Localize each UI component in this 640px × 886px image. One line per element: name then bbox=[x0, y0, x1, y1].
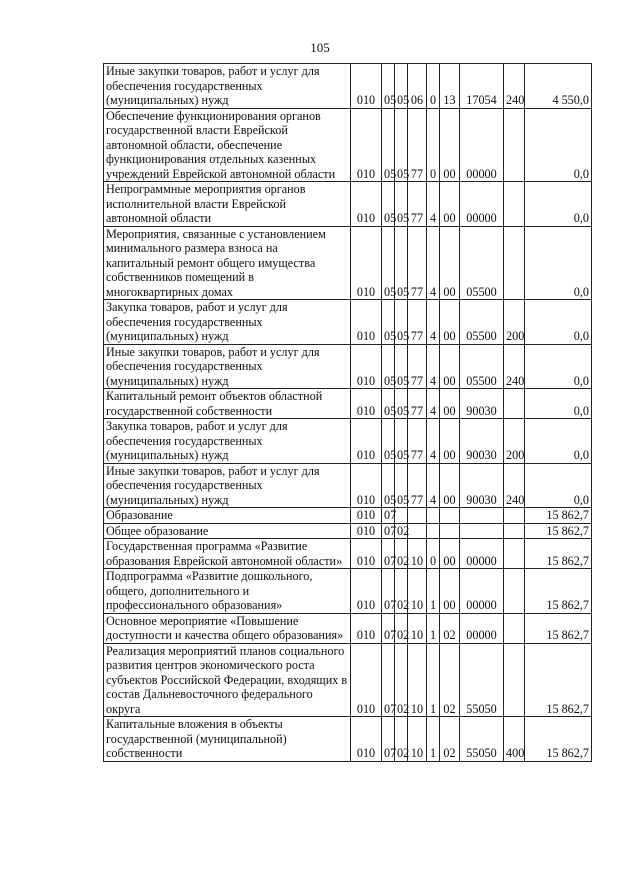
subsection-code-cell: 05 bbox=[395, 300, 408, 345]
section-code-cell: 07 bbox=[382, 508, 395, 524]
program-code-cell: 77 bbox=[408, 344, 427, 389]
admin-code-cell: 010 bbox=[351, 613, 382, 643]
expense-type-cell bbox=[504, 539, 525, 569]
admin-code-cell: 010 bbox=[351, 344, 382, 389]
table-row bbox=[104, 344, 592, 389]
expense-type-cell bbox=[504, 226, 525, 300]
table-row bbox=[104, 389, 592, 419]
row-name-cell: Непрограммные мероприятия органов исполнительной власти Еврейской автономной области bbox=[104, 182, 351, 227]
table-row bbox=[104, 463, 592, 508]
section-code-cell: 07 bbox=[382, 643, 395, 717]
subprogram-code-cell: 4 bbox=[427, 300, 440, 345]
measure-code-cell: 02 bbox=[440, 643, 460, 717]
table-row bbox=[104, 613, 592, 643]
admin-code-cell: 010 bbox=[351, 182, 382, 227]
section-code-cell: 07 bbox=[382, 613, 395, 643]
direction-code-cell: 00000 bbox=[460, 569, 504, 614]
table-row bbox=[104, 508, 592, 524]
amount-cell: 15 862,7 bbox=[525, 613, 592, 643]
measure-code-cell bbox=[440, 523, 460, 539]
amount-cell: 15 862,7 bbox=[525, 523, 592, 539]
table-row bbox=[104, 226, 592, 300]
measure-code-cell: 00 bbox=[440, 419, 460, 464]
admin-code-cell: 010 bbox=[351, 463, 382, 508]
admin-code-cell: 010 bbox=[351, 419, 382, 464]
table-row bbox=[104, 300, 592, 345]
subprogram-code-cell: 4 bbox=[427, 226, 440, 300]
subsection-code-cell: 05 bbox=[395, 463, 408, 508]
amount-cell: 15 862,7 bbox=[525, 539, 592, 569]
row-name-cell: Иные закупки товаров, работ и услуг для обеспечения государственных (муниципальных) нужд bbox=[104, 344, 351, 389]
subsection-code-cell: 05 bbox=[395, 389, 408, 419]
section-code-cell: 05 bbox=[382, 419, 395, 464]
admin-code-cell: 010 bbox=[351, 108, 382, 182]
expense-type-cell bbox=[504, 643, 525, 717]
direction-code-cell: 00000 bbox=[460, 108, 504, 182]
expense-type-cell bbox=[504, 613, 525, 643]
direction-code-cell: 00000 bbox=[460, 539, 504, 569]
direction-code-cell: 17054 bbox=[460, 64, 504, 109]
measure-code-cell: 00 bbox=[440, 226, 460, 300]
program-code-cell: 77 bbox=[408, 389, 427, 419]
row-name-cell: Мероприятия, связанные с установлением минимального размера взноса на капитальный ремонт общего имущества собственников помещений в многоквартирных домах bbox=[104, 226, 351, 300]
direction-code-cell bbox=[460, 508, 504, 524]
direction-code-cell: 55050 bbox=[460, 717, 504, 762]
measure-code-cell bbox=[440, 508, 460, 524]
amount-cell: 0,0 bbox=[525, 389, 592, 419]
table-row bbox=[104, 539, 592, 569]
measure-code-cell: 00 bbox=[440, 108, 460, 182]
program-code-cell: 77 bbox=[408, 226, 427, 300]
admin-code-cell: 010 bbox=[351, 539, 382, 569]
expense-type-cell bbox=[504, 182, 525, 227]
section-code-cell: 05 bbox=[382, 389, 395, 419]
table-row bbox=[104, 643, 592, 717]
table-row bbox=[104, 108, 592, 182]
subsection-code-cell: 02 bbox=[395, 569, 408, 614]
subprogram-code-cell bbox=[427, 508, 440, 524]
subsection-code-cell: 02 bbox=[395, 643, 408, 717]
subsection-code-cell: 05 bbox=[395, 182, 408, 227]
amount-cell: 0,0 bbox=[525, 182, 592, 227]
row-name-cell: Основное мероприятие «Повышение доступности и качества общего образования» bbox=[104, 613, 351, 643]
expense-type-cell: 200 bbox=[504, 419, 525, 464]
subprogram-code-cell: 0 bbox=[427, 539, 440, 569]
row-name-cell: Образование bbox=[104, 508, 351, 524]
table-row bbox=[104, 64, 592, 109]
expense-type-cell: 240 bbox=[504, 344, 525, 389]
section-code-cell: 05 bbox=[382, 344, 395, 389]
section-code-cell: 05 bbox=[382, 64, 395, 109]
subsection-code-cell: 02 bbox=[395, 717, 408, 762]
row-name-cell: Капитальные вложения в объекты государственной (муниципальной) собственности bbox=[104, 717, 351, 762]
measure-code-cell: 00 bbox=[440, 463, 460, 508]
expense-type-cell: 240 bbox=[504, 463, 525, 508]
subprogram-code-cell: 4 bbox=[427, 344, 440, 389]
direction-code-cell: 90030 bbox=[460, 419, 504, 464]
program-code-cell: 77 bbox=[408, 463, 427, 508]
section-code-cell: 07 bbox=[382, 569, 395, 614]
section-code-cell: 07 bbox=[382, 539, 395, 569]
row-name-cell: Иные закупки товаров, работ и услуг для обеспечения государственных (муниципальных) нужд bbox=[104, 463, 351, 508]
section-code-cell: 07 bbox=[382, 717, 395, 762]
table-row bbox=[104, 182, 592, 227]
subprogram-code-cell: 1 bbox=[427, 643, 440, 717]
row-name-cell: Подпрограмма «Развитие дошкольного, общего, дополнительного и профессионального образования» bbox=[104, 569, 351, 614]
program-code-cell: 10 bbox=[408, 539, 427, 569]
direction-code-cell: 05500 bbox=[460, 344, 504, 389]
subprogram-code-cell: 0 bbox=[427, 108, 440, 182]
table-row bbox=[104, 419, 592, 464]
amount-cell: 0,0 bbox=[525, 300, 592, 345]
measure-code-cell: 02 bbox=[440, 613, 460, 643]
measure-code-cell: 13 bbox=[440, 64, 460, 109]
section-code-cell: 05 bbox=[382, 108, 395, 182]
program-code-cell: 77 bbox=[408, 300, 427, 345]
program-code-cell bbox=[408, 508, 427, 524]
amount-cell: 0,0 bbox=[525, 344, 592, 389]
direction-code-cell bbox=[460, 523, 504, 539]
program-code-cell: 10 bbox=[408, 569, 427, 614]
subprogram-code-cell: 4 bbox=[427, 419, 440, 464]
amount-cell: 15 862,7 bbox=[525, 569, 592, 614]
admin-code-cell: 010 bbox=[351, 300, 382, 345]
page-number: 105 bbox=[310, 40, 330, 55]
measure-code-cell: 00 bbox=[440, 539, 460, 569]
amount-cell: 15 862,7 bbox=[525, 717, 592, 762]
row-name-cell: Реализация мероприятий планов социального развития центров экономического роста субъектов Российской Федерации, входящих в состав Дальневосточного федерального округа bbox=[104, 643, 351, 717]
section-code-cell: 05 bbox=[382, 300, 395, 345]
program-code-cell: 06 bbox=[408, 64, 427, 109]
program-code-cell: 77 bbox=[408, 182, 427, 227]
direction-code-cell: 05500 bbox=[460, 226, 504, 300]
subsection-code-cell: 02 bbox=[395, 539, 408, 569]
subprogram-code-cell: 4 bbox=[427, 463, 440, 508]
measure-code-cell: 02 bbox=[440, 717, 460, 762]
row-name-cell: Обеспечение функционирования органов государственной власти Еврейской автономной области, обеспечение функционирования отдельных казенных учреждений Еврейской автономной области bbox=[104, 108, 351, 182]
direction-code-cell: 00000 bbox=[460, 613, 504, 643]
admin-code-cell: 010 bbox=[351, 64, 382, 109]
subprogram-code-cell: 1 bbox=[427, 717, 440, 762]
amount-cell: 15 862,7 bbox=[525, 643, 592, 717]
subsection-code-cell: 05 bbox=[395, 108, 408, 182]
expense-type-cell: 240 bbox=[504, 64, 525, 109]
subsection-code-cell: 02 bbox=[395, 523, 408, 539]
row-name-cell: Капитальный ремонт объектов областной государственной собственности bbox=[104, 389, 351, 419]
subsection-code-cell: 05 bbox=[395, 419, 408, 464]
amount-cell: 0,0 bbox=[525, 226, 592, 300]
subsection-code-cell: 05 bbox=[395, 344, 408, 389]
expense-type-cell bbox=[504, 508, 525, 524]
amount-cell: 15 862,7 bbox=[525, 508, 592, 524]
section-code-cell: 05 bbox=[382, 182, 395, 227]
admin-code-cell: 010 bbox=[351, 717, 382, 762]
direction-code-cell: 55050 bbox=[460, 643, 504, 717]
measure-code-cell: 00 bbox=[440, 389, 460, 419]
section-code-cell: 07 bbox=[382, 523, 395, 539]
subsection-code-cell: 02 bbox=[395, 613, 408, 643]
amount-cell: 0,0 bbox=[525, 108, 592, 182]
direction-code-cell: 00000 bbox=[460, 182, 504, 227]
measure-code-cell: 00 bbox=[440, 182, 460, 227]
direction-code-cell: 05500 bbox=[460, 300, 504, 345]
program-code-cell: 10 bbox=[408, 717, 427, 762]
row-name-cell: Государственная программа «Развитие образования Еврейской автономной области» bbox=[104, 539, 351, 569]
row-name-cell: Общее образование bbox=[104, 523, 351, 539]
section-code-cell: 05 bbox=[382, 463, 395, 508]
table-row bbox=[104, 717, 592, 762]
amount-cell: 0,0 bbox=[525, 463, 592, 508]
subprogram-code-cell: 4 bbox=[427, 389, 440, 419]
amount-cell: 4 550,0 bbox=[525, 64, 592, 109]
subprogram-code-cell bbox=[427, 523, 440, 539]
expense-type-cell bbox=[504, 523, 525, 539]
budget-table bbox=[103, 63, 592, 762]
expense-type-cell bbox=[504, 108, 525, 182]
subprogram-code-cell: 1 bbox=[427, 569, 440, 614]
admin-code-cell: 010 bbox=[351, 226, 382, 300]
section-code-cell: 05 bbox=[382, 226, 395, 300]
measure-code-cell: 00 bbox=[440, 300, 460, 345]
program-code-cell: 77 bbox=[408, 419, 427, 464]
amount-cell: 0,0 bbox=[525, 419, 592, 464]
admin-code-cell: 010 bbox=[351, 523, 382, 539]
program-code-cell: 10 bbox=[408, 613, 427, 643]
table-row bbox=[104, 569, 592, 614]
subprogram-code-cell: 1 bbox=[427, 613, 440, 643]
expense-type-cell: 200 bbox=[504, 300, 525, 345]
admin-code-cell: 010 bbox=[351, 389, 382, 419]
expense-type-cell bbox=[504, 389, 525, 419]
subprogram-code-cell: 0 bbox=[427, 64, 440, 109]
subprogram-code-cell: 4 bbox=[427, 182, 440, 227]
row-name-cell: Закупка товаров, работ и услуг для обеспечения государственных (муниципальных) нужд bbox=[104, 300, 351, 345]
subsection-code-cell: 05 bbox=[395, 64, 408, 109]
expense-type-cell: 400 bbox=[504, 717, 525, 762]
admin-code-cell: 010 bbox=[351, 508, 382, 524]
subsection-code-cell bbox=[395, 508, 408, 524]
program-code-cell: 10 bbox=[408, 643, 427, 717]
program-code-cell: 77 bbox=[408, 108, 427, 182]
direction-code-cell: 90030 bbox=[460, 463, 504, 508]
expense-type-cell bbox=[504, 569, 525, 614]
admin-code-cell: 010 bbox=[351, 569, 382, 614]
direction-code-cell: 90030 bbox=[460, 389, 504, 419]
admin-code-cell: 010 bbox=[351, 643, 382, 717]
measure-code-cell: 00 bbox=[440, 569, 460, 614]
row-name-cell: Иные закупки товаров, работ и услуг для обеспечения государственных (муниципальных) нужд bbox=[104, 64, 351, 109]
measure-code-cell: 00 bbox=[440, 344, 460, 389]
subsection-code-cell: 05 bbox=[395, 226, 408, 300]
row-name-cell: Закупка товаров, работ и услуг для обеспечения государственных (муниципальных) нужд bbox=[104, 419, 351, 464]
program-code-cell bbox=[408, 523, 427, 539]
table-row bbox=[104, 523, 592, 539]
